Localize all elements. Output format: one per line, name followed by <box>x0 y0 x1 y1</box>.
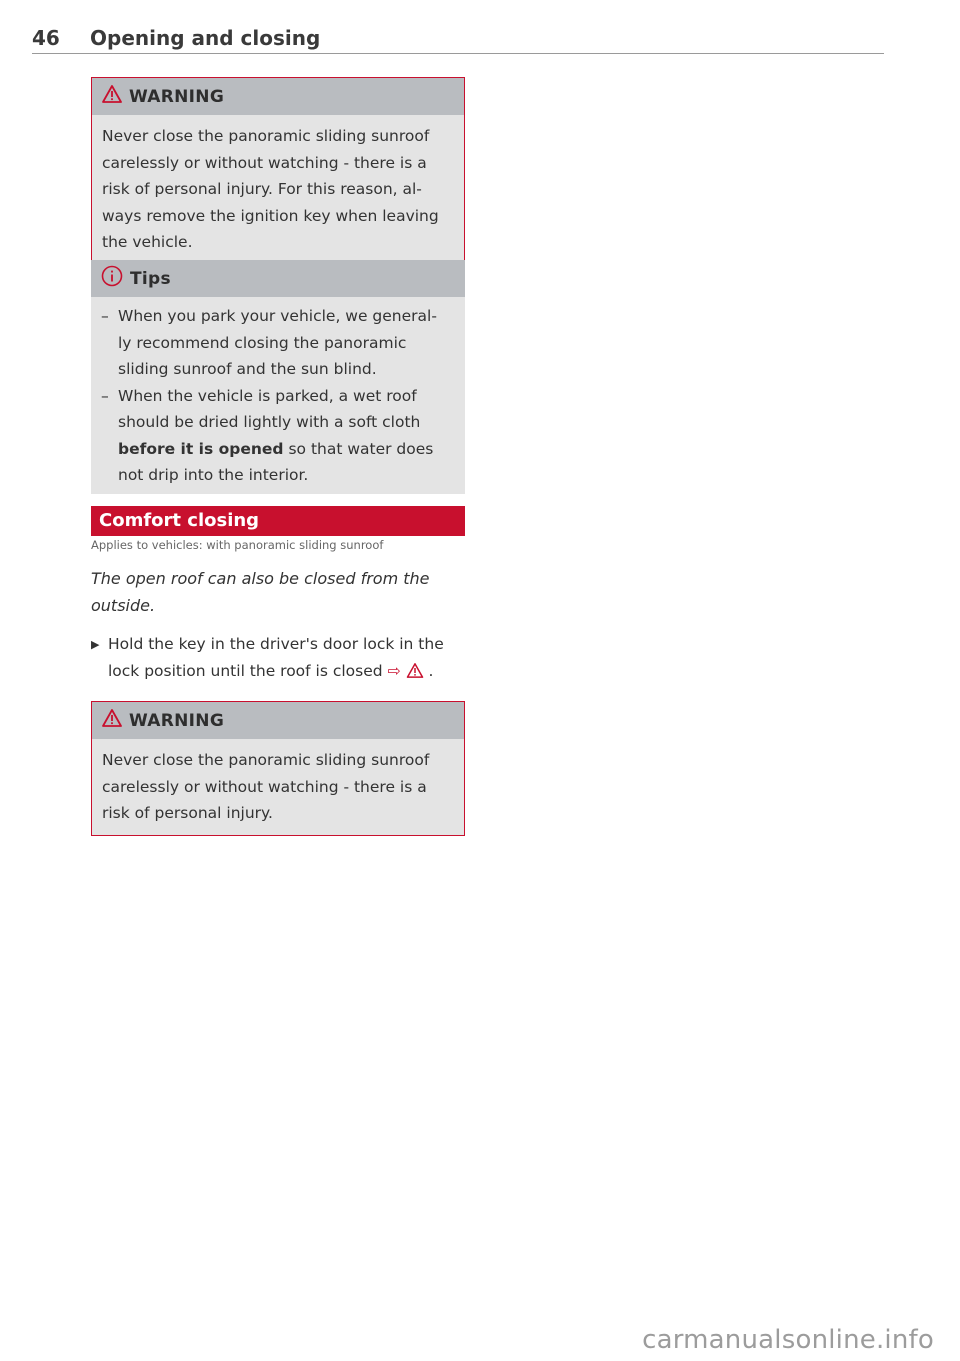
site-watermark: carmanualsonline.info <box>642 1325 934 1355</box>
tips-box <box>91 260 465 494</box>
warning-header <box>92 702 464 739</box>
page-header <box>32 24 884 54</box>
warning-triangle-icon <box>102 709 122 732</box>
warning-label: WARNING <box>129 710 225 731</box>
warning-triangle-icon[interactable] <box>406 662 429 680</box>
triangle-right-icon: ▶ <box>91 638 100 651</box>
warning-header <box>92 78 464 115</box>
warning-box <box>91 77 465 265</box>
applies-note: Applies to vehicles: with panoramic sliding sunroof <box>91 538 384 552</box>
instruction-step: ▶ Hold the key in the driver's door lock in the lock position until the roof is closed ⇨ . <box>91 631 465 685</box>
tips-list <box>101 303 455 489</box>
cross-reference-arrow[interactable]: ⇨ <box>387 662 401 680</box>
warning-triangle-icon <box>102 85 122 108</box>
list-item: – When the vehicle is parked, a wet roof should be dried lightly with a soft cloth before it is opened so that water does not drip into the interior. <box>101 386 434 484</box>
intro-text: The open roof can also be closed from the outside. <box>91 569 430 615</box>
section-heading: Comfort closing <box>91 506 465 536</box>
warning-text: Never close the panoramic sliding sunroof carelessly or without watching - there is a risk of personal injury. For this reason, al- ways remove the ignition key when leaving the vehicle. <box>102 127 439 251</box>
section-title: Opening and closing <box>90 26 321 50</box>
warning-box <box>91 701 465 836</box>
list-item: – When you park your vehicle, we general- ly recommend closing the panoramic sliding sunroof and the sun blind. <box>101 307 437 378</box>
warning-text: Never close the panoramic sliding sunroof carelessly or without watching - there is a risk of personal injury. <box>102 751 430 822</box>
info-circle-icon <box>101 265 123 292</box>
tips-header <box>91 260 465 297</box>
tips-label: Tips <box>130 268 171 289</box>
step-text: Hold the key in the driver's door lock in the lock position until the roof is closed <box>108 635 444 680</box>
page-number: 46 <box>32 26 60 50</box>
warning-label: WARNING <box>129 86 225 107</box>
emphasis-text: before it is opened <box>118 439 284 458</box>
